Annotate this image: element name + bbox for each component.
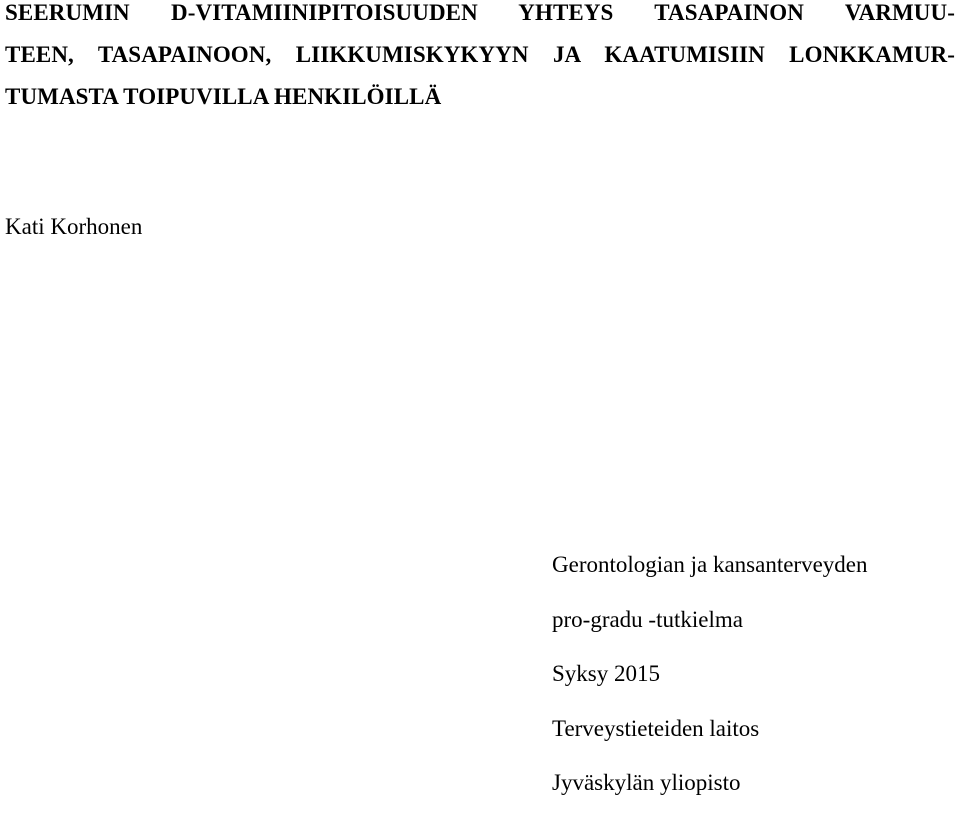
thesis-title-line-2: TEEN, TASAPAINOON, LIIKKUMISKYKYYN JA KAATUMISIIN LONKKAMUR- [5, 42, 955, 67]
department: Terveystieteiden laitos [552, 715, 760, 741]
subject-field: Gerontologian ja kansanterveyden [552, 552, 868, 577]
thesis-info-block [552, 548, 868, 821]
term: Syksy 2015 [552, 661, 660, 686]
author-name: Kati Korhonen [5, 214, 143, 239]
thesis-title-line-3: TUMASTA TOIPUVILLA HENKILÖILLÄ [5, 84, 442, 109]
thesis-title [5, 0, 955, 118]
thesis-type: pro-gradu -tutkielma [552, 606, 743, 632]
university: Jyväskylän yliopisto [552, 770, 741, 795]
thesis-title-line-1: SEERUMIN D-VITAMIINIPITOISUUDEN YHTEYS TASAPAINON VARMUU- [5, 0, 955, 25]
